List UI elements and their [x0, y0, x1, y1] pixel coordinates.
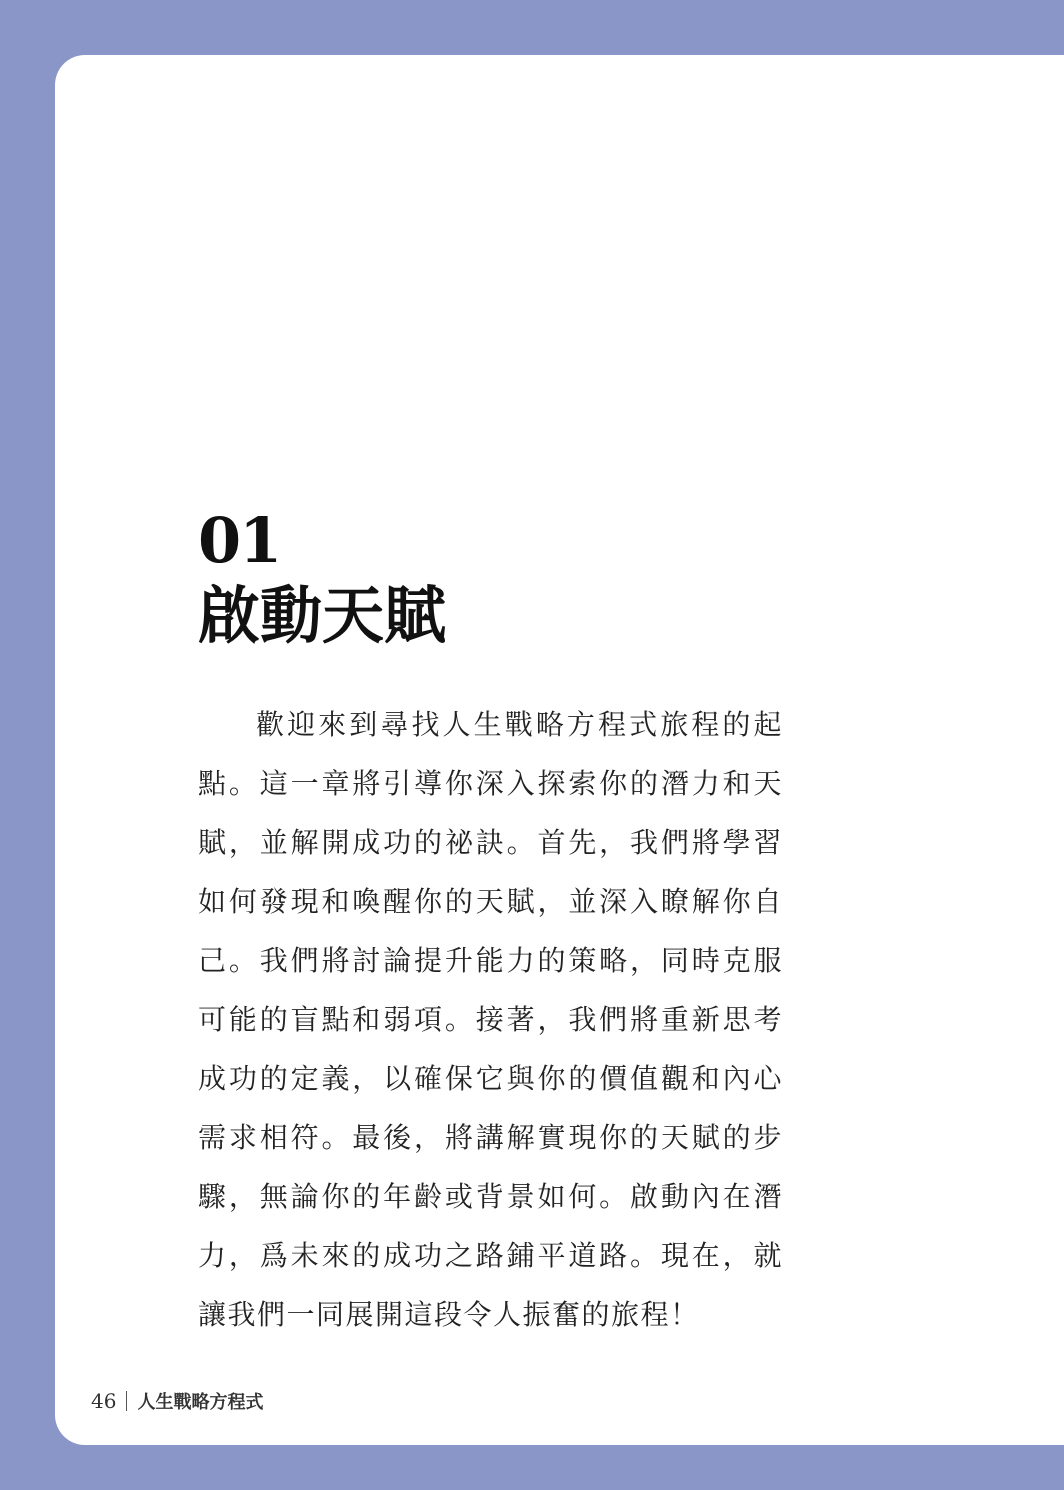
running-book-title: 人生戰略方程式: [137, 1392, 264, 1413]
chapter-number: 01: [198, 504, 281, 577]
chapter-intro-paragraph: 歡迎來到尋找人生戰略方程式旅程的起點。這一章將引導你深入探索你的潛力和天賦，並解開成功的祕訣。首先，我們將學習如何發現和喚醒你的天賦，並深入瞭解你自己。我們將討論提升能力的策略，同時克服可能的盲點和弱項。接著，我們將重新思考成功的定義，以確保它與你的價值觀和內心需求相符。最後，將講解實現你的天賦的步驟，無論你的年齡或背景如何。啟動內在潛力，爲未來的成功之路鋪平道路。現在，就讓我們一同展開這段令人振奮的旅程！: [198, 708, 783, 1331]
footer-divider: [126, 1391, 127, 1411]
page: [55, 55, 1064, 1445]
page-number: 46: [91, 1389, 117, 1413]
chapter-title: 啟動天賦: [198, 579, 447, 652]
page-footer: [91, 1389, 263, 1415]
